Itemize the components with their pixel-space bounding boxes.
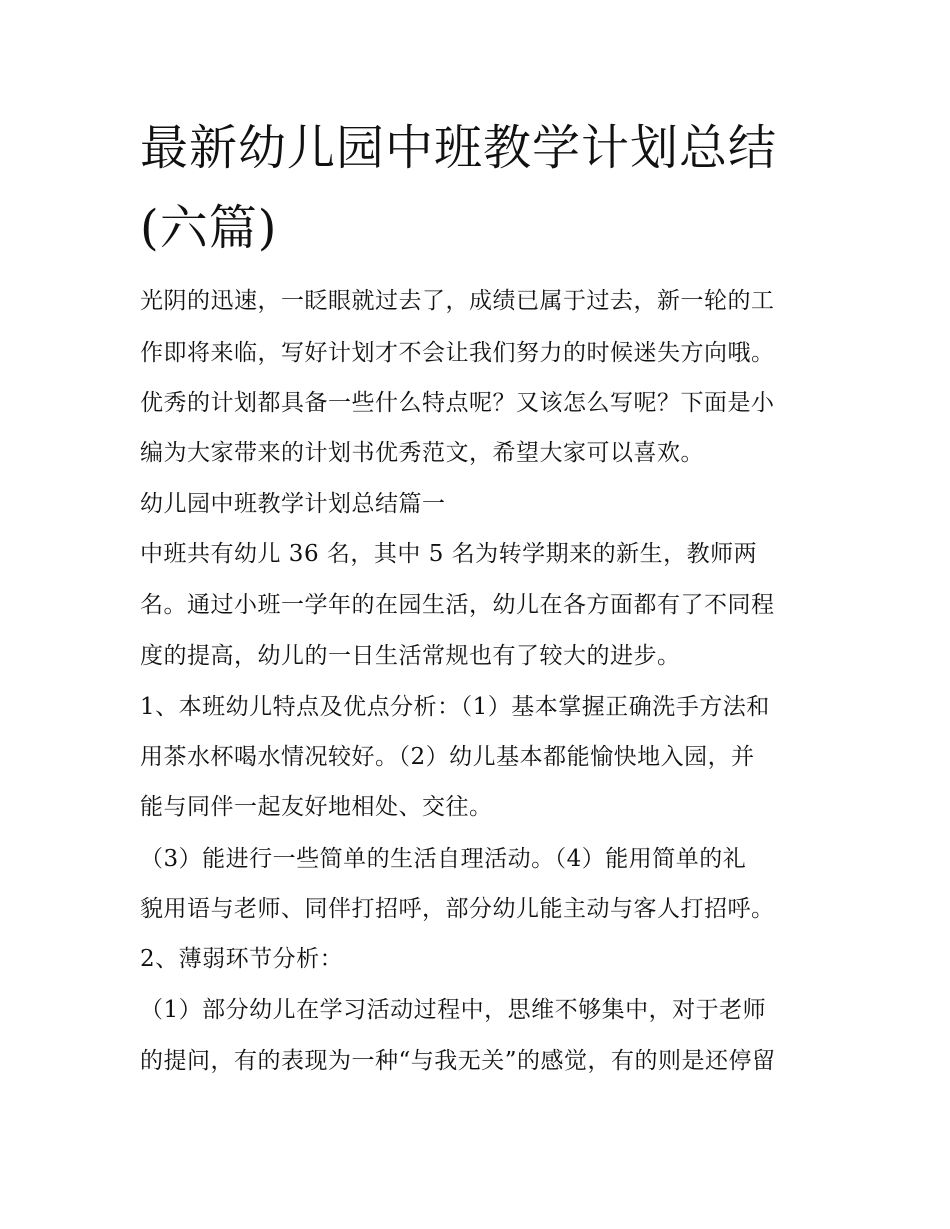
paragraph-line: 度的提高，幼儿的一日生活常规也有了较大的进步。	[140, 643, 681, 669]
paragraph-line: 能与同伴一起友好地相处、交往。	[140, 794, 493, 820]
section-heading: 2、薄弱环节分析：	[140, 946, 344, 972]
paragraph-line: （3）能进行一些简单的生活自理活动。（4）能用简单的礼	[140, 846, 747, 872]
paragraph-line: 1、本班幼儿特点及优点分析：（1）基本掌握正确洗手方法和	[140, 694, 770, 720]
paragraph-line: 中班共有幼儿 36 名，其中 5 名为转学期来的新生，教师两	[140, 541, 758, 567]
paragraph-line: 光阴的迅速，一眨眼就过去了，成绩已属于过去，新一轮的工	[140, 288, 775, 314]
section-heading: 幼儿园中班教学计划总结篇一	[140, 491, 446, 517]
paragraph-line: 名。通过小班一学年的在园生活，幼儿在各方面都有了不同程	[140, 592, 775, 618]
paragraph-line: 编为大家带来的计划书优秀范文，希望大家可以喜欢。	[140, 440, 704, 466]
paragraph-line: （1）部分幼儿在学习活动过程中，思维不够集中，对于老师	[140, 997, 767, 1023]
document-title-line-2: (六篇)	[140, 200, 278, 256]
paragraph-line: 的提问，有的表现为一种“与我无关”的感觉，有的则是还停留	[140, 1048, 776, 1074]
paragraph-line: 优秀的计划都具备一些什么特点呢？又该怎么写呢？下面是小	[140, 390, 775, 416]
paragraph-line: 貌用语与老师、同伴打招呼，部分幼儿能主动与客人打招呼。	[140, 896, 775, 922]
document-title-line-1: 最新幼儿园中班教学计划总结	[140, 120, 778, 176]
paragraph-line: 作即将来临，写好计划才不会让我们努力的时候迷失方向哦。	[140, 340, 775, 366]
paragraph-line: 用茶水杯喝水情况较好。（2）幼儿基本都能愉快地入园，并	[140, 744, 755, 770]
